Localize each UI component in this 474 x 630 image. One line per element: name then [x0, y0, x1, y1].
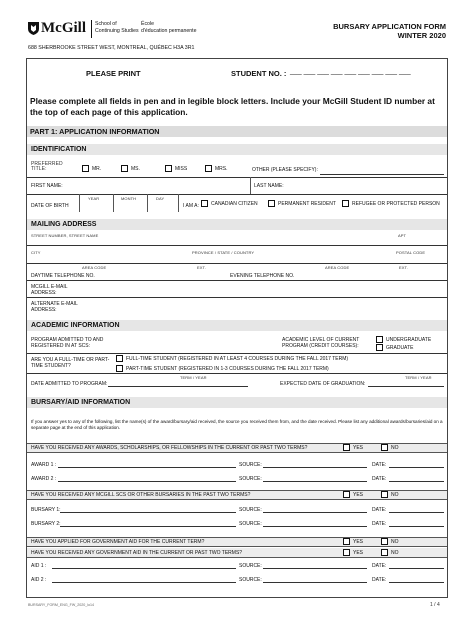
- mcgill-crest-icon: [28, 22, 39, 35]
- title-other-field[interactable]: [320, 174, 444, 175]
- date-admitted-field[interactable]: [108, 386, 248, 387]
- postal-label: POSTAL CODE: [396, 250, 426, 255]
- bursary1-date-label: DATE:: [372, 507, 387, 513]
- please-print: PLEASE PRINT: [86, 69, 141, 78]
- program-label: PROGRAM ADMITTED TO AND REGISTERED IN AT SCS:: [31, 337, 104, 349]
- aid2-date-field[interactable]: [389, 582, 444, 583]
- school-en-line1: School of: [95, 21, 117, 27]
- q3-text: HAVE YOU APPLIED FOR GOVERNMENT AID FOR THE CURRENT TERM?: [31, 539, 205, 545]
- title-ms-label: MS.: [131, 165, 140, 172]
- aid1-date-label: DATE:: [372, 563, 387, 569]
- title-miss-label: MISS: [175, 165, 188, 172]
- alt-email-label: ALTERNATE E-MAIL ADDRESS:: [31, 301, 78, 313]
- aid2-source-label: SOURCE:: [239, 577, 262, 583]
- title-mrs-label: MRS.: [215, 165, 228, 172]
- page-number: 1 / 4: [430, 602, 440, 608]
- part1-title: PART 1: APPLICATION INFORMATION: [27, 126, 447, 137]
- grad-term-year: TERM / YEAR: [405, 375, 432, 380]
- dob-month-label: MONTH: [121, 196, 137, 201]
- permanent-resident-checkbox[interactable]: [268, 200, 275, 207]
- bursary-title: BURSARY/AID INFORMATION: [27, 397, 447, 408]
- canadian-citizen-label: CANADIAN CITIZEN: [211, 200, 258, 207]
- q3-yes-label: YES: [353, 538, 364, 545]
- form-term: WINTER 2020: [397, 30, 446, 40]
- street-field[interactable]: [27, 245, 447, 246]
- logo: [28, 20, 88, 38]
- school-fr-line1: École: [141, 21, 154, 27]
- admitted-term-year: TERM / YEAR: [180, 375, 207, 380]
- parttime-label: PART-TIME STUDENT (REGISTERED IN 1-3 COURSES DURING THE FALL 2017 TERM): [126, 365, 329, 372]
- aid1-source-field[interactable]: [263, 568, 367, 569]
- title-mr-checkbox[interactable]: [82, 165, 89, 172]
- school-address: 688 SHERBROOKE STREET WEST, MONTREAL, QUÉBEC H3A 3R1: [28, 45, 195, 51]
- award2-label: AWARD 2 :: [31, 476, 57, 482]
- title-miss-checkbox[interactable]: [165, 165, 172, 172]
- date-admitted-label: DATE ADMITTED TO PROGRAM:: [31, 381, 108, 387]
- parttime-checkbox[interactable]: [116, 365, 123, 372]
- school-fr-line2: d'éducation permanente: [141, 27, 197, 34]
- q4-no-label: NO: [391, 549, 399, 556]
- email-field[interactable]: [27, 297, 447, 298]
- day-ext-label: EXT.: [197, 265, 206, 270]
- graduate-checkbox[interactable]: [376, 344, 383, 351]
- aid2-date-label: DATE:: [372, 577, 387, 583]
- expected-grad-label: EXPECTED DATE OF GRADUATION:: [280, 381, 366, 387]
- instructions: Please complete all fields in pen and in legible block letters. Include your McGill Student ID number at the top of each page of this application.: [30, 96, 435, 117]
- q2-no-checkbox[interactable]: [381, 491, 388, 498]
- title-ms-checkbox[interactable]: [121, 165, 128, 172]
- bursary1-source-field[interactable]: [263, 512, 367, 513]
- footer-code: BURSARY_FORM_ENG_FW_2020_lo14: [28, 603, 95, 607]
- bursary2-source-label: SOURCE:: [239, 521, 262, 527]
- logo-text: McGill: [41, 20, 86, 36]
- undergraduate-checkbox[interactable]: [376, 336, 383, 343]
- apt-label: APT: [398, 233, 407, 238]
- city-field[interactable]: [27, 263, 447, 264]
- academic-title: ACADEMIC INFORMATION: [27, 320, 447, 331]
- q2-text: HAVE YOU RECEIVED ANY MCGILL SCS OR OTHER BURSARIES IN THE PAST TWO TERMS?: [31, 492, 251, 498]
- graduate-label: GRADUATE: [386, 344, 414, 351]
- q3-yes-checkbox[interactable]: [343, 538, 350, 545]
- award1-source-field[interactable]: [263, 467, 367, 468]
- q4-yes-label: YES: [353, 549, 364, 556]
- title-other-label: OTHER (PLEASE SPECIFY):: [252, 167, 318, 173]
- bursary1-date-field[interactable]: [389, 512, 444, 513]
- undergraduate-label: UNDERGRADUATE: [386, 336, 432, 343]
- fulltime-label: FULL-TIME STUDENT (REGISTERED IN AT LEAST 4 COURSES DURING THE FALL 2017 TERM): [126, 355, 349, 362]
- bursary2-label: BURSARY 2:: [31, 521, 61, 527]
- eve-phone-label: EVENING TELEPHONE NO.: [230, 273, 295, 279]
- bursary1-field[interactable]: [60, 512, 236, 513]
- dob-year-label: YEAR: [88, 196, 100, 201]
- email-label: MCGILL E-MAIL ADDRESS:: [31, 284, 68, 296]
- fulltime-checkbox[interactable]: [116, 355, 123, 362]
- bursary2-field[interactable]: [60, 526, 236, 527]
- q2-no-label: NO: [391, 491, 399, 498]
- last-name-label: LAST NAME:: [254, 183, 284, 189]
- award2-field[interactable]: [58, 481, 236, 482]
- q1-no-checkbox[interactable]: [381, 444, 388, 451]
- award2-date-label: DATE:: [372, 476, 387, 482]
- aid2-source-field[interactable]: [263, 582, 367, 583]
- award2-source-field[interactable]: [263, 481, 367, 482]
- eve-area-code-label: AREA CODE: [325, 265, 350, 270]
- bursary2-date-label: DATE:: [372, 521, 387, 527]
- q1-no-label: NO: [391, 444, 399, 451]
- award1-field[interactable]: [58, 467, 236, 468]
- q1-yes-checkbox[interactable]: [343, 444, 350, 451]
- student-no-field[interactable]: ___ ___ ___ ___ ___ ___ ___ ___ ___: [290, 68, 411, 75]
- eve-ext-label: EXT.: [399, 265, 408, 270]
- refugee-label: REFUGEE OR PROTECTED PERSON: [352, 200, 440, 207]
- dob-day-label: DAY: [156, 196, 165, 201]
- aid2-label: AID 2 :: [31, 577, 47, 583]
- q1-text: HAVE YOU RECEIVED ANY AWARDS, SCHOLARSHIPS, OR FELLOWSHIPS IN THE CURRENT OR PAST TWO TERMS?: [31, 445, 308, 451]
- award2-date-field[interactable]: [389, 481, 444, 482]
- preferred-title-label: PREFERRED TITLE:: [31, 161, 63, 172]
- title-mrs-checkbox[interactable]: [205, 165, 212, 172]
- q1-yes-label: YES: [353, 444, 364, 451]
- dob-label: DATE OF BIRTH: [31, 203, 69, 209]
- identification-title: IDENTIFICATION: [27, 144, 447, 155]
- form-title: BURSARY APPLICATION FORM: [333, 22, 446, 31]
- day-phone-label: DAYTIME TELEPHONE NO.: [31, 273, 95, 279]
- level-label: ACADEMIC LEVEL OF CURRENT PROGRAM (CREDIT COURSES):: [282, 337, 360, 349]
- q4-yes-checkbox[interactable]: [343, 549, 350, 556]
- aid1-date-field[interactable]: [389, 568, 444, 569]
- i-am-label: I AM A:: [183, 203, 199, 209]
- aid1-label: AID 1 :: [31, 563, 47, 569]
- street-label: STREET NUMBER, STREET NAME: [31, 233, 99, 238]
- award2-source-label: SOURCE:: [239, 476, 262, 482]
- q2-yes-checkbox[interactable]: [343, 491, 350, 498]
- city-label: CITY: [31, 250, 41, 255]
- bursary1-label: BURSARY 1:: [31, 507, 61, 513]
- aid2-field[interactable]: [52, 582, 236, 583]
- day-area-code-label: AREA CODE: [82, 265, 107, 270]
- school-en-line2: Continuing Studies: [95, 27, 139, 34]
- mailing-title: MAILING ADDRESS: [27, 219, 447, 230]
- aid1-field[interactable]: [52, 568, 236, 569]
- title-mr-label: MR.: [92, 165, 102, 172]
- q2-yes-label: YES: [353, 491, 364, 498]
- first-name-label: FIRST NAME:: [31, 183, 63, 189]
- award1-date-label: DATE:: [372, 462, 387, 468]
- q3-no-checkbox[interactable]: [381, 538, 388, 545]
- award1-label: AWARD 1 :: [31, 462, 57, 468]
- student-no-label: STUDENT NO. :: [231, 69, 287, 78]
- expected-grad-field[interactable]: [368, 386, 444, 387]
- q4-no-checkbox[interactable]: [381, 549, 388, 556]
- province-label: PROVINCE / STATE / COUNTRY: [192, 250, 255, 255]
- bursary1-source-label: SOURCE:: [239, 507, 262, 513]
- bursary2-date-field[interactable]: [389, 526, 444, 527]
- award1-date-field[interactable]: [389, 467, 444, 468]
- q3-no-label: NO: [391, 538, 399, 545]
- permanent-resident-label: PERMANENT RESIDENT: [278, 200, 336, 207]
- aid1-source-label: SOURCE:: [239, 563, 262, 569]
- fulltime-question: ARE YOU A FULL-TIME OR PART-TIME STUDENT?: [31, 357, 110, 369]
- award1-source-label: SOURCE:: [239, 462, 262, 468]
- bursary-intro: If you answer yes to any of the following, list the name(s) of the award/bursary/aid received, the source you received them from, and the date received. Please list any additional awards/bursaries/aid on a separate page at the end of this application.: [31, 419, 443, 430]
- canadian-citizen-checkbox[interactable]: [201, 200, 208, 207]
- refugee-checkbox[interactable]: [342, 200, 349, 207]
- q4-text: HAVE YOU RECEIVED ANY GOVERNMENT AID IN THE CURRENT OR PAST TWO TERMS?: [31, 550, 243, 556]
- bursary2-source-field[interactable]: [263, 526, 367, 527]
- program-field[interactable]: [27, 353, 447, 354]
